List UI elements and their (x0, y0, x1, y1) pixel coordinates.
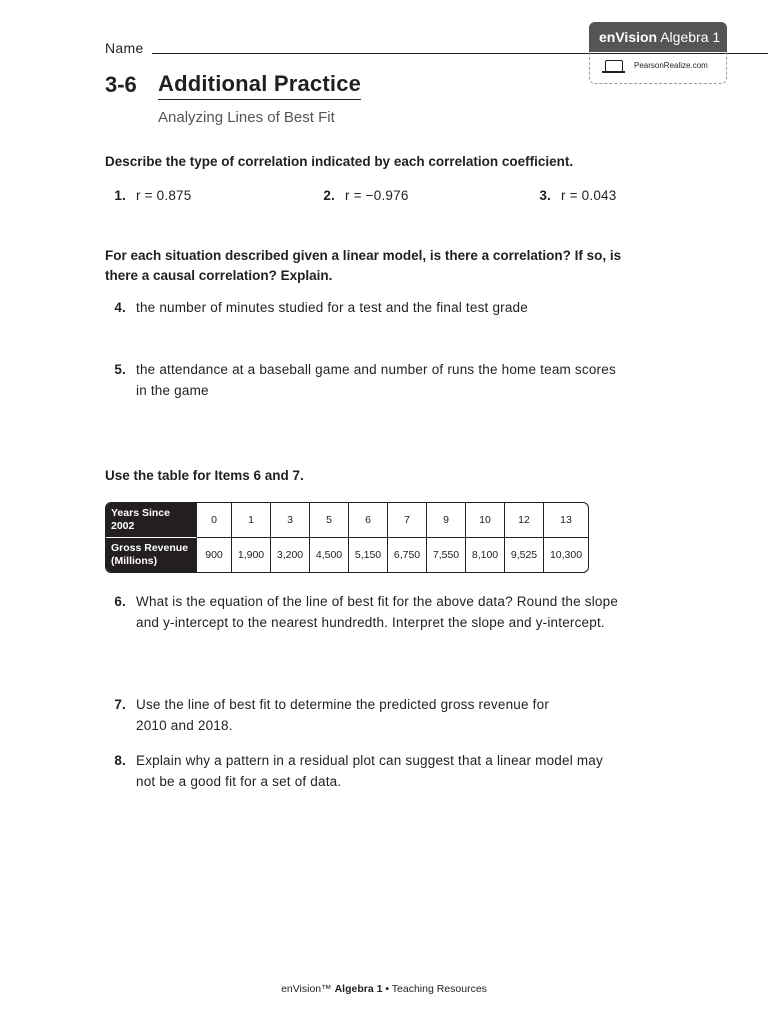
question-number: 4. (114, 300, 126, 315)
footer-separator: • (385, 983, 390, 995)
footer-brand: enVision™ (281, 983, 332, 995)
question-number: 2. (323, 188, 335, 203)
page-footer (0, 983, 768, 995)
question-6 (114, 591, 619, 633)
question-text-line1: What is the equation of the line of best fit for the above data? Round the slope (136, 594, 619, 609)
table-cell: 13 (544, 503, 588, 538)
question-text-line2: in the game (136, 383, 209, 398)
lesson-subtitle: Analyzing Lines of Best Fit (158, 109, 335, 126)
table-row-years (106, 503, 588, 538)
table-cell: 0 (197, 503, 232, 538)
row-header-years (106, 503, 197, 538)
question-2 (323, 185, 409, 206)
table-cell: 900 (197, 538, 232, 572)
brand-logo (589, 22, 727, 52)
name-label: Name (105, 40, 144, 56)
realize-link[interactable]: PearsonRealize.com (634, 61, 708, 70)
question-text-line1: Explain why a pattern in a residual plot can suggest that a linear model may (136, 753, 603, 768)
question-text-line2: not be a good fit for a set of data. (136, 774, 342, 789)
question-text-line1: Use the line of best fit to determine the predicted gross revenue for (136, 697, 550, 712)
question-4 (114, 297, 528, 318)
table-row-revenue (106, 538, 588, 572)
question-number: 5. (114, 362, 126, 377)
brand-suffix: Algebra 1 (660, 29, 721, 45)
question-text: r = −0.976 (345, 188, 409, 203)
table-cell: 6 (349, 503, 388, 538)
instruction-1: Describe the type of correlation indicated by each correlation coefficient. (105, 154, 574, 169)
question-text-line2: and y-intercept to the nearest hundredth. Interpret the slope and y-intercept. (136, 615, 605, 630)
table-cell: 8,100 (466, 538, 505, 572)
table-cell: 3,200 (271, 538, 310, 572)
laptop-icon (605, 60, 623, 72)
table-cell: 10,300 (549, 549, 583, 561)
table-cell: 5 (310, 503, 349, 538)
table-cell: 9 (427, 503, 466, 538)
brand-prefix: enVision (599, 29, 658, 45)
question-text: the number of minutes studied for a test and the final test grade (136, 300, 528, 315)
row-header-line2: 2002 (111, 520, 135, 532)
instruction-3: Use the table for Items 6 and 7. (105, 468, 304, 483)
question-text-line2: 2010 and 2018. (136, 718, 233, 733)
question-text: r = 0.043 (561, 188, 617, 203)
row-header-line1: Gross Revenue (111, 542, 189, 554)
row-header-line2: (Millions) (111, 555, 158, 567)
instruction-2-line1: For each situation described given a linear model, is there a correlation? If so, is (105, 248, 622, 263)
instruction-2 (105, 246, 621, 286)
question-text: r = 0.875 (136, 188, 192, 203)
lesson-number: 3-6 (105, 72, 137, 97)
row-header-line1: Years Since (111, 507, 170, 519)
footer-resource: Teaching Resources (391, 983, 487, 995)
table-cell: 6,750 (388, 538, 427, 572)
table-cell: 10 (466, 503, 505, 538)
table-cell: 1 (232, 503, 271, 538)
question-number: 7. (114, 697, 126, 712)
table-cell: 1,900 (232, 538, 271, 572)
question-number: 8. (114, 753, 126, 768)
question-text-line1: the attendance at a baseball game and number of runs the home team scores (136, 362, 616, 377)
question-5 (114, 359, 616, 401)
question-8 (114, 750, 603, 792)
question-number: 3. (539, 188, 551, 203)
table-cell: 7 (388, 503, 427, 538)
question-number: 1. (114, 188, 126, 203)
table-cell: 5,150 (349, 538, 388, 572)
data-table (105, 502, 589, 573)
row-header-revenue (106, 538, 197, 572)
table-cell: 9,525 (505, 538, 544, 572)
question-7 (114, 694, 550, 736)
question-3 (539, 185, 617, 206)
table-cell: 4,500 (310, 538, 349, 572)
question-number: 6. (114, 594, 126, 609)
instruction-2-line2: there a causal correlation? Explain. (105, 268, 333, 283)
table-cell: 12 (505, 503, 544, 538)
footer-product: Algebra 1 (334, 983, 383, 995)
table-cell: 7,550 (427, 538, 466, 572)
question-1 (114, 185, 192, 206)
table-cell: 3 (271, 503, 310, 538)
lesson-title: Additional Practice (158, 71, 361, 100)
